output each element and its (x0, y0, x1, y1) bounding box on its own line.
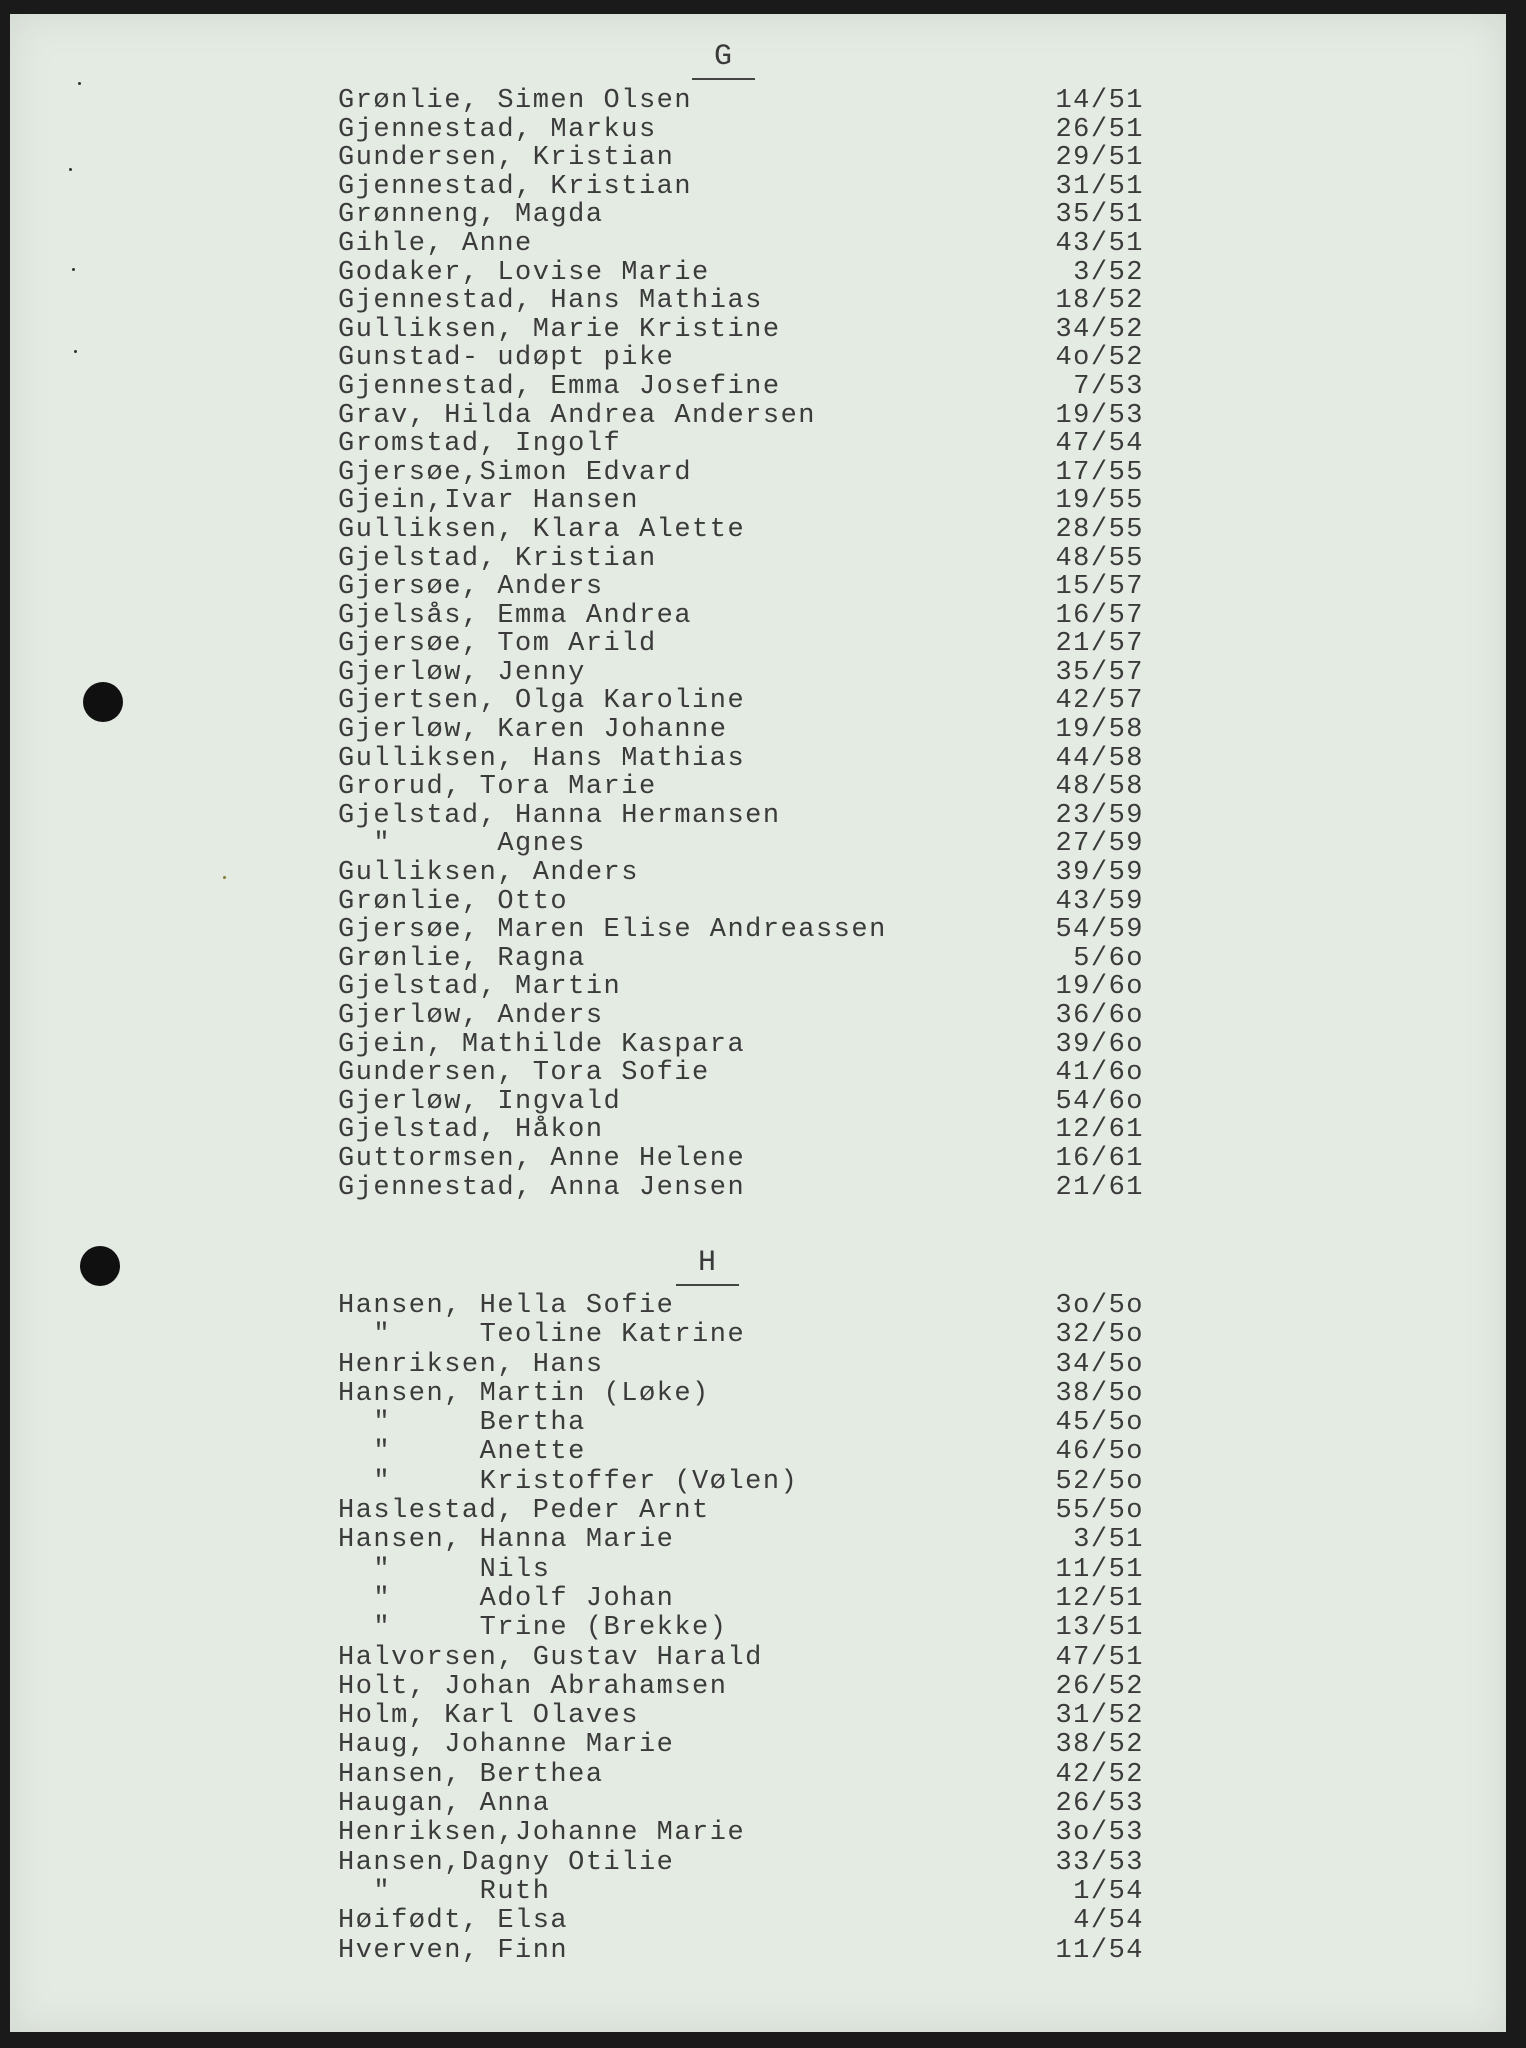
list-item (338, 1292, 1144, 1321)
list-item (338, 1819, 1144, 1848)
list-item (338, 1878, 1144, 1907)
entry-name: Grønlie, Simen Olsen (338, 86, 693, 116)
entry-name: " Trine (Brekke) (338, 1613, 728, 1644)
list-item (338, 973, 1144, 1002)
entry-reference: 19/58 (1055, 715, 1144, 746)
paper-speck (223, 876, 226, 879)
entry-reference: 21/61 (1055, 1172, 1144, 1203)
paper-speck (72, 268, 75, 271)
entry-name: Grønneng, Magda (338, 200, 604, 231)
entry-list-h (338, 1292, 1144, 1966)
entry-name: Hansen,Dagny Otilie (338, 1847, 675, 1878)
entry-reference: 14/51 (1055, 86, 1144, 116)
entry-name: Gjein,Ivar Hansen (338, 486, 639, 517)
list-item (338, 1059, 1144, 1088)
entry-name: Guttormsen, Anne Helene (338, 1143, 746, 1174)
entry-name: Gjerløw, Karen Johanne (338, 715, 728, 746)
list-item (338, 287, 1144, 316)
entry-reference: 23/59 (1055, 800, 1144, 831)
list-item (338, 1468, 1144, 1497)
list-item (338, 1321, 1144, 1350)
entry-name: Grorud, Tora Marie (338, 772, 657, 803)
entry-reference: 12/51 (1055, 1583, 1144, 1614)
list-item (338, 1937, 1144, 1966)
entry-name: Gjelsås, Emma Andrea (338, 600, 693, 631)
list-item (338, 1351, 1144, 1380)
entry-reference: 34/52 (1055, 314, 1144, 345)
section-heading-h (698, 1246, 717, 1280)
entry-reference: 26/53 (1055, 1789, 1144, 1820)
entry-name: Hansen, Hanna Marie (338, 1525, 675, 1556)
entry-reference: 26/52 (1055, 1671, 1144, 1702)
list-item (338, 916, 1144, 945)
entry-reference: 27/59 (1055, 829, 1144, 860)
list-item (338, 1614, 1144, 1643)
list-item (338, 1497, 1144, 1526)
entry-name: Henriksen, Hans (338, 1349, 604, 1380)
entry-reference: 48/58 (1055, 772, 1144, 803)
entry-name: " Bertha (338, 1408, 586, 1439)
list-item (338, 1761, 1144, 1790)
entry-name: Gjertsen, Olga Karoline (338, 686, 746, 717)
entry-name: Gjersøe, Maren Elise Andreassen (338, 915, 887, 946)
entry-name: Gjersøe, Tom Arild (338, 629, 657, 660)
entry-reference: 16/61 (1055, 1143, 1144, 1174)
list-item (338, 830, 1144, 859)
entry-reference: 4o/52 (1055, 343, 1144, 374)
entry-name: Gjelstad, Hanna Hermansen (338, 800, 781, 831)
list-item (338, 716, 1144, 745)
list-item (338, 487, 1144, 516)
list-item (338, 402, 1144, 431)
entry-name: Hverven, Finn (338, 1935, 569, 1966)
entry-reference: 16/57 (1055, 600, 1144, 631)
entry-reference: 28/55 (1055, 514, 1144, 545)
entry-reference: 31/51 (1055, 171, 1144, 202)
entry-reference: 54/59 (1055, 915, 1144, 946)
entry-name: Grønlie, Ragna (338, 943, 586, 974)
list-item (338, 1673, 1144, 1702)
entry-reference: 18/52 (1055, 286, 1144, 317)
list-item (338, 1174, 1144, 1203)
list-item (338, 459, 1144, 488)
entry-reference: 42/52 (1055, 1759, 1144, 1790)
entry-reference: 13/51 (1055, 1613, 1144, 1644)
entry-reference: 33/53 (1055, 1847, 1144, 1878)
entry-reference: 36/6o (1055, 1001, 1144, 1031)
entry-reference: 54/6o (1055, 1086, 1144, 1117)
entry-name: " Agnes (338, 829, 586, 860)
entry-name: " Ruth (338, 1876, 551, 1907)
entry-reference: 55/5o (1055, 1496, 1144, 1527)
list-item (338, 745, 1144, 774)
entry-reference: 3/52 (1073, 257, 1144, 288)
entry-reference: 1/54 (1073, 1876, 1144, 1907)
list-item (338, 144, 1144, 173)
entry-reference: 38/52 (1055, 1730, 1144, 1761)
entry-name: " Kristoffer (Vølen) (338, 1466, 799, 1497)
entry-name: Gjersøe, Anders (338, 572, 604, 603)
entry-reference: 45/5o (1055, 1408, 1144, 1439)
entry-name: Hansen, Hella Sofie (338, 1291, 675, 1321)
entry-reference: 19/53 (1055, 400, 1144, 431)
entry-reference: 3/51 (1073, 1525, 1144, 1556)
entry-reference: 44/58 (1055, 743, 1144, 774)
entry-name: Gjennestad, Hans Mathias (338, 286, 763, 317)
entry-reference: 32/5o (1055, 1320, 1144, 1351)
entry-name: Gundersen, Tora Sofie (338, 1058, 710, 1089)
entry-reference: 35/51 (1055, 200, 1144, 231)
entry-name: Gjennestad, Kristian (338, 171, 693, 202)
entry-name: Gjelstad, Kristian (338, 543, 657, 574)
list-item (338, 1644, 1144, 1673)
punch-hole-lower (80, 1246, 120, 1286)
list-item (338, 1907, 1144, 1936)
entry-reference: 19/55 (1055, 486, 1144, 517)
entry-name: Gjelstad, Håkon (338, 1115, 604, 1146)
list-item (338, 516, 1144, 545)
list-item (338, 573, 1144, 602)
paper-speck (78, 82, 81, 85)
entry-name: Holm, Karl Olaves (338, 1701, 639, 1732)
heading-underline (676, 1284, 739, 1286)
list-item (338, 1790, 1144, 1819)
entry-name: Gjennestad, Markus (338, 114, 657, 145)
list-item (338, 1380, 1144, 1409)
list-item (338, 201, 1144, 230)
entry-reference: 4/54 (1073, 1906, 1144, 1937)
entry-name: Gulliksen, Hans Mathias (338, 743, 746, 774)
list-item (338, 1438, 1144, 1467)
entry-reference: 29/51 (1055, 143, 1144, 174)
entry-name: Gundersen, Kristian (338, 143, 675, 174)
list-item (338, 1849, 1144, 1878)
entry-name: Gjerløw, Ingvald (338, 1086, 622, 1117)
entry-reference: 43/51 (1055, 228, 1144, 259)
entry-name: " Adolf Johan (338, 1583, 675, 1614)
entry-reference: 47/51 (1055, 1642, 1144, 1673)
entry-reference: 26/51 (1055, 114, 1144, 145)
list-item (338, 630, 1144, 659)
heading-underline (692, 78, 755, 80)
entry-reference: 3o/5o (1055, 1291, 1144, 1321)
entry-reference: 43/59 (1055, 886, 1144, 917)
entry-name: Grav, Hilda Andrea Andersen (338, 400, 816, 431)
paper-speck (69, 168, 72, 171)
entry-name: Gjerløw, Anders (338, 1001, 604, 1031)
list-item (338, 802, 1144, 831)
list-item (338, 116, 1144, 145)
entry-name: Haslestad, Peder Arnt (338, 1496, 710, 1527)
entry-reference: 11/51 (1055, 1554, 1144, 1585)
list-item (338, 344, 1144, 373)
entry-name: Holt, Johan Abrahamsen (338, 1671, 728, 1702)
entry-name: Gihle, Anne (338, 228, 533, 259)
entry-reference: 31/52 (1055, 1701, 1144, 1732)
paper-speck (74, 350, 77, 353)
entry-name: Gulliksen, Klara Alette (338, 514, 746, 545)
entry-reference: 38/5o (1055, 1378, 1144, 1409)
section-letter: H (698, 1246, 718, 1280)
entry-reference: 46/5o (1055, 1437, 1144, 1468)
entry-reference: 39/59 (1055, 858, 1144, 889)
list-item (338, 1145, 1144, 1174)
entry-name: " Nils (338, 1554, 551, 1585)
list-item (338, 373, 1144, 402)
entry-reference: 21/57 (1055, 629, 1144, 660)
list-item (338, 230, 1144, 259)
list-item (338, 773, 1144, 802)
entry-name: Gjein, Mathilde Kaspara (338, 1029, 746, 1060)
list-item (338, 1556, 1144, 1585)
entry-reference: 11/54 (1055, 1935, 1144, 1966)
entry-reference: 52/5o (1055, 1466, 1144, 1497)
entry-name: " Anette (338, 1437, 586, 1468)
list-item (338, 1731, 1144, 1760)
entry-name: Gjersøe,Simon Edvard (338, 457, 693, 488)
list-item (338, 545, 1144, 574)
punch-hole-upper (83, 682, 123, 722)
entry-name: Godaker, Lovise Marie (338, 257, 710, 288)
list-item (338, 259, 1144, 288)
entry-reference: 3o/53 (1055, 1818, 1144, 1849)
entry-reference: 35/57 (1055, 657, 1144, 688)
list-item (338, 1526, 1144, 1555)
list-item (338, 1002, 1144, 1031)
entry-name: Halvorsen, Gustav Harald (338, 1642, 763, 1673)
entry-name: Høifødt, Elsa (338, 1906, 569, 1937)
list-item (338, 945, 1144, 974)
section-letter: G (714, 40, 734, 74)
entry-reference: 17/55 (1055, 457, 1144, 488)
section-heading-g (714, 40, 733, 74)
entry-name: Gunstad- udøpt pike (338, 343, 675, 374)
entry-reference: 5/6o (1073, 943, 1144, 974)
entry-name: Gulliksen, Anders (338, 858, 639, 889)
entry-reference: 47/54 (1055, 429, 1144, 460)
entry-reference: 7/53 (1073, 371, 1144, 402)
list-item (338, 430, 1144, 459)
list-item (338, 316, 1144, 345)
entry-name: Gulliksen, Marie Kristine (338, 314, 781, 345)
entry-reference: 15/57 (1055, 572, 1144, 603)
list-item (338, 1088, 1144, 1117)
list-item (338, 687, 1144, 716)
entry-name: Hansen, Berthea (338, 1759, 604, 1790)
entry-name: Haug, Johanne Marie (338, 1730, 675, 1761)
entry-list-g (338, 87, 1144, 1202)
list-item (338, 1409, 1144, 1438)
entry-name: " Teoline Katrine (338, 1320, 746, 1351)
entry-name: Gromstad, Ingolf (338, 429, 622, 460)
list-item (338, 87, 1144, 116)
entry-reference: 39/6o (1055, 1029, 1144, 1060)
entry-name: Grønlie, Otto (338, 886, 569, 917)
list-item (338, 1702, 1144, 1731)
entry-reference: 41/6o (1055, 1058, 1144, 1089)
list-item (338, 888, 1144, 917)
entry-reference: 12/61 (1055, 1115, 1144, 1146)
entry-name: Gjennestad, Emma Josefine (338, 371, 781, 402)
list-item (338, 173, 1144, 202)
entry-name: Henriksen,Johanne Marie (338, 1818, 746, 1849)
list-item (338, 1116, 1144, 1145)
entry-name: Hansen, Martin (Løke) (338, 1378, 710, 1409)
entry-reference: 42/57 (1055, 686, 1144, 717)
list-item (338, 859, 1144, 888)
entry-name: Gjerløw, Jenny (338, 657, 586, 688)
entry-reference: 19/6o (1055, 972, 1144, 1003)
list-item (338, 1031, 1144, 1060)
entry-name: Gjennestad, Anna Jensen (338, 1172, 746, 1203)
entry-reference: 34/5o (1055, 1349, 1144, 1380)
entry-name: Haugan, Anna (338, 1789, 551, 1820)
list-item (338, 659, 1144, 688)
list-item (338, 1585, 1144, 1614)
list-item (338, 602, 1144, 631)
entry-name: Gjelstad, Martin (338, 972, 622, 1003)
entry-reference: 48/55 (1055, 543, 1144, 574)
